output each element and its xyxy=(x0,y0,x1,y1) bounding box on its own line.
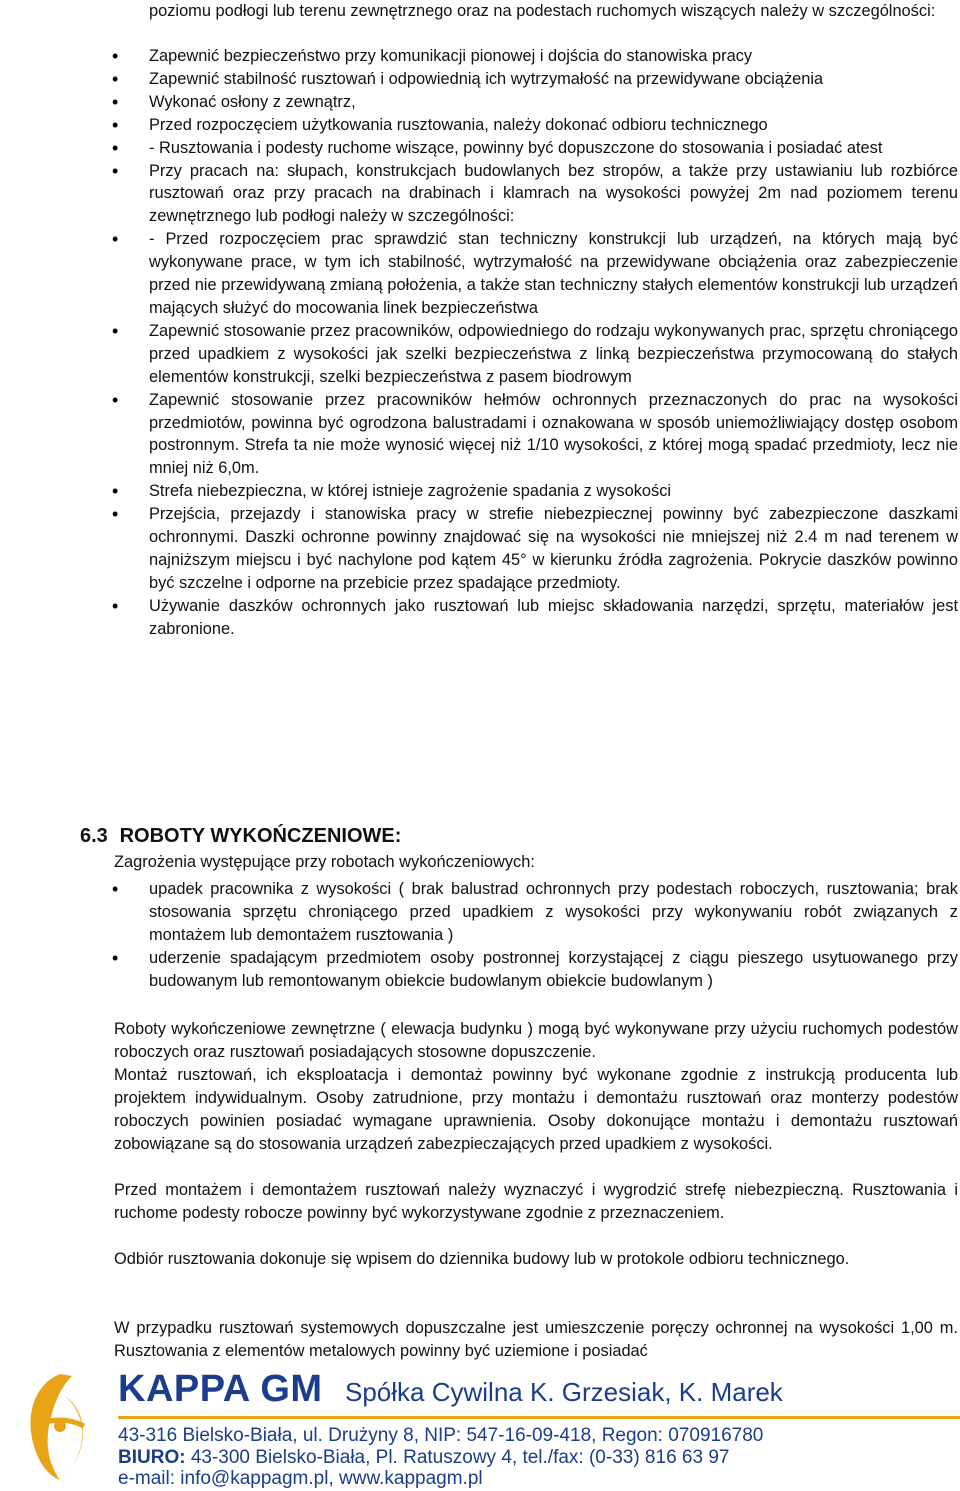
bullet-icon: • xyxy=(112,229,119,250)
bullet-icon: • xyxy=(112,46,119,66)
list-item: • Strefa niebezpieczna, w której istnieje zagrożenie spadania z wysokości xyxy=(112,481,672,502)
list-item: • Przed rozpoczęciem użytkowania rusztowania, należy dokonać odbioru technicznego xyxy=(112,114,768,135)
list-item: • upadek pracownika z wysokości ( brak balustrad ochronnych przy podestach roboczych, rusztowania; brak stosowania sprzętu chroniącego przed upadkiem z wysokości przy wykonywaniu robót związanych z montażem lub demontażem rusztowania ) xyxy=(112,879,958,944)
bullet-icon: • xyxy=(112,947,119,968)
section-title: ROBOTY WYKOŃCZENIOWE: xyxy=(119,825,402,847)
list-item: • Zapewnić stosowanie przez pracowników, odpowiedniego do rodzaju wykonywanych prac, sprzętu chroniącego przed upadkiem z wysokości jak szelki bezpieczeństwa z linką bezpieczeństwa przymocowaną do stałych elementów konstrukcji, szelki bezpieczeństwa z pasem biodrowym xyxy=(112,320,958,386)
bullet-icon: • xyxy=(112,320,119,341)
bullet-icon: • xyxy=(112,389,119,410)
bullet-icon: • xyxy=(112,68,119,89)
office-text: 43-300 Bielsko-Biała, Pl. Ratuszowy 4, tel./fax: (0-33) 816 63 97 xyxy=(185,1447,730,1468)
bullet-icon: • xyxy=(112,481,119,502)
hazards-list xyxy=(0,878,960,993)
section-subtitle: Zagrożenia występujące przy robotach wykończeniowych: xyxy=(114,853,535,871)
list-item: • Używanie daszków ochronnych jako rusztowań lub miejsc składowania narzędzi, sprzętu, materiałów jest zabronione. xyxy=(112,595,958,638)
intro-text: poziomu podłogi lub terenu zewnętrznego oraz na podestach ruchomych wiszących należy w szczególności: xyxy=(149,2,936,20)
list-item: • Wykonać osłony z zewnątrz, xyxy=(112,91,356,112)
section-number: 6.3 xyxy=(80,825,108,847)
list-item: • Zapewnić bezpieczeństwo przy komunikacji pionowej i dojścia do stanowiska pracy xyxy=(112,46,753,66)
company-address: 43-316 Bielsko-Biała, ul. Drużyny 8, NIP: 547-16-09-418, Regon: 070916780 xyxy=(118,1425,764,1446)
list-item: • Przy pracach na: słupach, konstrukcjach budowlanych bez stropów, a także przy ustawianiu lub rozbiórce rusztowań oraz przy pracach na drabinach i klamrach na wysokości powyżej 2m nad poziomem terenu zewnętrznego lub podłogi należy w szczególności: xyxy=(112,160,958,226)
bullet-icon: • xyxy=(112,137,119,158)
bullet-icon: • xyxy=(112,91,119,112)
list-item: • Zapewnić stabilność rusztowań i odpowiednią ich wytrzymałość na przewidywane obciążenia xyxy=(112,68,824,89)
paragraph: Przed montażem i demontażem rusztowań należy wyznaczyć i wygrodzić strefę niebezpieczną. Rusztowania i ruchome podesty robocze powinny być wykorzystywane zgodnie z przeznaczeniem. xyxy=(114,1181,958,1222)
continuation-list xyxy=(0,0,960,23)
letterhead-footer xyxy=(0,1364,960,1490)
paragraph: Montaż rusztowań, ich eksploatacja i demontaż powinny być wykonane zgodnie z instrukcją producenta lub projektem indywidualnym. Osoby zatrudnione, przy montażu i demontażu rusztowań oraz monterzy podestów roboczych powinien posiadać wymagane uprawnienia. Osoby dokonujące montażu i demontażu rusztowań zobowiązane są do stosowania urządzeń zabezpieczających przed upadkiem z wysokości. xyxy=(114,1066,958,1153)
bullet-icon: • xyxy=(112,595,119,616)
list-item: • Zapewnić stosowanie przez pracowników hełmów ochronnych przeznaczonych do prac na wysokości przedmiotów, powinna być ogrodzona balustradami i oznakowana w sposób uniemożliwiający dostęp osobom postronnym. Strefa ta nie może wynosić więcej niż 1/10 wysokości, z której mogą spadać przedmioty, lecz nie mniej niż 6,0m. xyxy=(112,389,958,478)
paragraph: W przypadku rusztowań systemowych dopuszczalne jest umieszczenie poręczy ochronnej na wysokości 1,00 m. Rusztowania z elementów metalowych powinny być uziemione i posiadać xyxy=(114,1319,958,1360)
company-suffix: Spółka Cywilna K. Grzesiak, K. Marek xyxy=(345,1377,783,1407)
company-logo-icon xyxy=(10,1366,110,1484)
contact-info: e-mail: info@kappagm.pl, www.kappagm.pl xyxy=(118,1468,483,1489)
paragraph: Roboty wykończeniowe zewnętrzne ( elewacja budynku ) mogą być wykonywane przy użyciu ruchomych podestów roboczych oraz rusztowań posiadających stosowne dopuszczenie. xyxy=(114,1020,958,1061)
section-heading xyxy=(80,823,401,849)
gold-divider xyxy=(118,1416,960,1419)
bullet-icon: • xyxy=(112,160,119,181)
paragraph: Odbiór rusztowania dokonuje się wpisem do dziennika budowy lub w protokole odbioru technicznego. xyxy=(114,1250,850,1268)
list-item: • - Rusztowania i podesty ruchome wiszące, powinny być dopuszczone do stosowania i posiadać atest xyxy=(112,137,883,158)
company-name: KAPPA GM xyxy=(118,1368,323,1410)
list-item: • uderzenie spadającym przedmiotem osoby postronnej korzystającej z ciągu pieszego usytuowanego przy budowanym lub remontowanym obiekcie budowlanym obiekcie budowlanym ) xyxy=(112,947,958,990)
office-label: BIURO: xyxy=(118,1447,186,1468)
list-item: • - Przed rozpoczęciem prac sprawdzić stan techniczny konstrukcji lub urządzeń, na których mają być wykonywane prace, w tym ich stabilność, wytrzymałość na przewidywane obciążenia oraz zabezpieczenie przed nie przewidywaną zmianą położenia, a także stan techniczny stałych elementów konstrukcji lub urządzeń mających służyć do mocowania linek bezpieczeństwa xyxy=(112,229,958,317)
bullet-icon: • xyxy=(112,114,119,135)
bullet-icon: • xyxy=(112,879,119,899)
bullet-icon: • xyxy=(112,504,119,525)
scaffold-requirements-list xyxy=(0,45,960,641)
list-item: • Przejścia, przejazdy i stanowiska pracy w strefie niebezpiecznej powinny być zabezpieczone daszkami ochronnymi. Daszki ochronne powinny znajdować się na wysokości nie mniejszej niż 2.4 m nad terenem w najniższym miejscu i być nachylone pod kątem 45° w kierunku źródła zagrożenia. Pokrycie daszków powinno być szczelne i odporne na przebicie przez spadające przedmioty. xyxy=(112,504,958,592)
